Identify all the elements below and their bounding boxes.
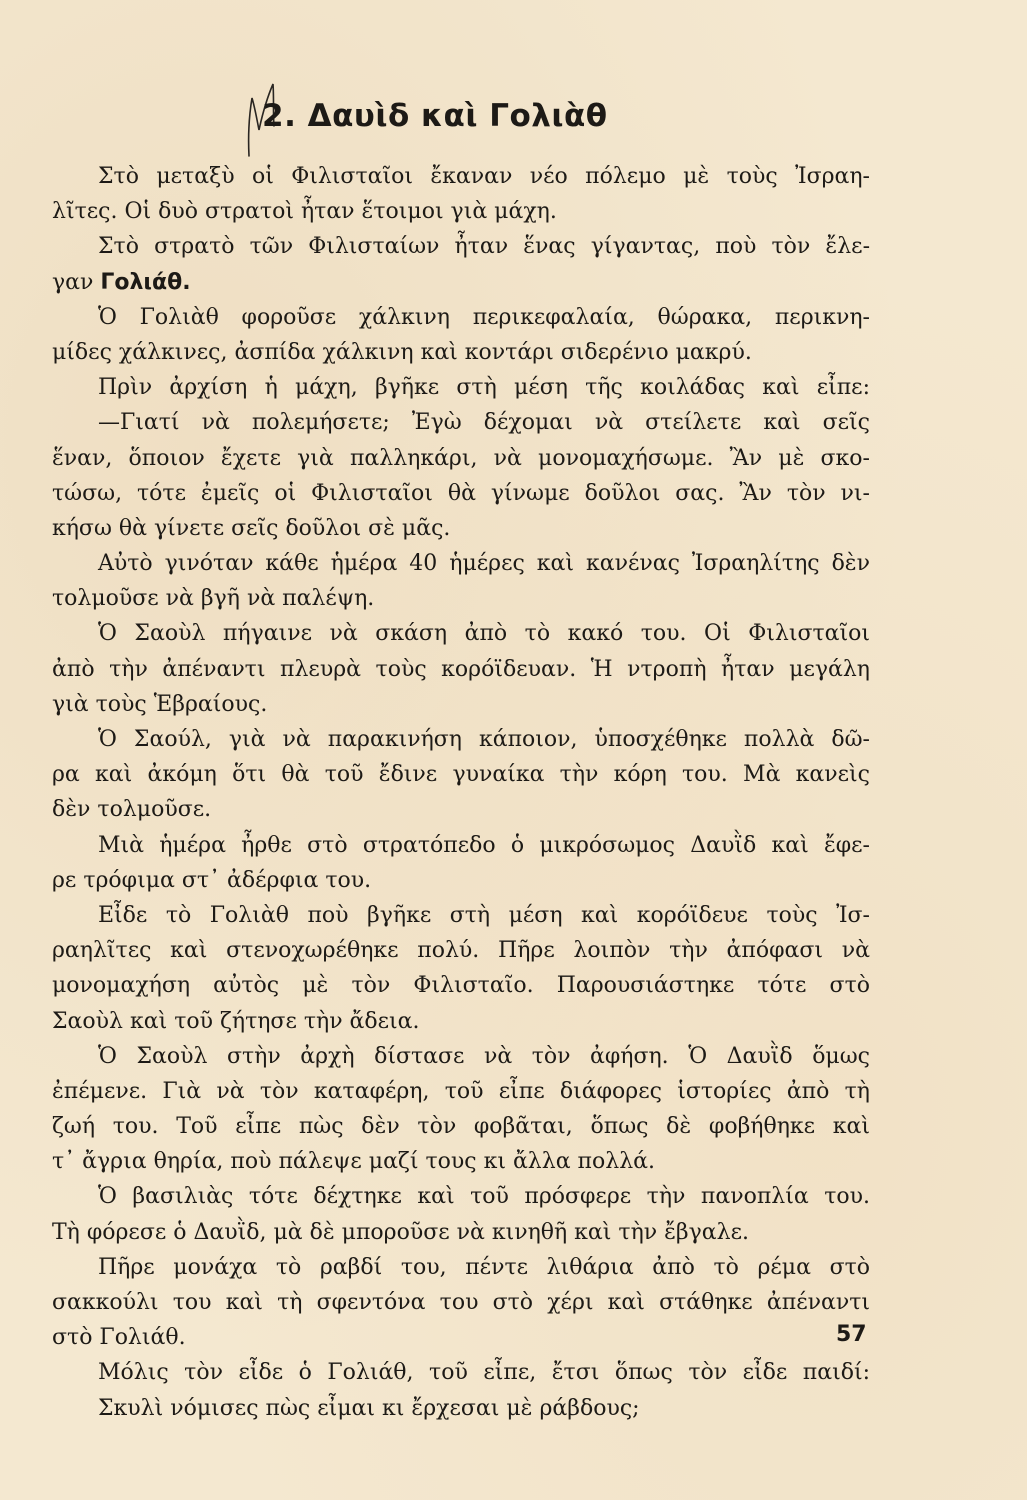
text-line-content: κήσω θὰ γίνετε σεῖς δοῦλοι σὲ μᾶς. (52, 515, 451, 541)
text-line-content: δὲν τολμοῦσε. (52, 797, 212, 823)
text-line (52, 1179, 870, 1214)
text-line-content: γαν (52, 269, 101, 295)
text-line-content: τ᾿ ἄγρια θηρία, ποὺ πάλεψε μαζί τους κι ἄλλα πολλά. (52, 1149, 655, 1175)
body-text (52, 159, 870, 1426)
text-line-content: Μιὰ ἡμέρα ἦρθε στὸ στρατόπεδο ὁ μικρόσωμος Δαυῒδ καὶ ἔφε- (98, 832, 870, 858)
text-line (52, 828, 870, 863)
text-line (52, 1391, 870, 1426)
text-line (52, 159, 870, 194)
text-line (52, 546, 870, 581)
text-line (52, 1250, 870, 1285)
text-line (52, 511, 870, 546)
text-line (52, 687, 870, 722)
text-line-content: Τὴ φόρεσε ὁ Δαυῒδ, μὰ δὲ μποροῦσε νὰ κινηθῆ καὶ τὴν ἔβγαλε. (52, 1219, 749, 1245)
text-line (52, 898, 870, 933)
text-line-content: μίδες χάλκινες, ἀσπίδα χάλκινη καὶ κοντάρι σιδερένιο μακρύ. (52, 339, 752, 365)
text-line-content: ἕναν, ὅποιον ἔχετε γιὰ παλληκάρι, νὰ μονομαχήσωμε. Ἂν μὲ σκο- (52, 445, 870, 471)
text-line (52, 757, 870, 792)
text-line-content: Στὸ μεταξὺ οἱ Φιλισταῖοι ἔκαναν νέο πόλεμο μὲ τοὺς Ἰσραη- (98, 164, 870, 189)
text-line (52, 1320, 870, 1355)
text-line (52, 863, 870, 898)
text-line-content: Στὸ στρατὸ τῶν Φιλισταίων ἦταν ἕνας γίγαντας, ποὺ τὸν ἔλε- (98, 234, 870, 260)
text-line (52, 792, 870, 827)
text-line-content: ρε τρόφιμα στ᾿ ἀδέρφια του. (52, 867, 372, 893)
text-line (52, 722, 870, 757)
text-line-content: ἀπὸ τὴν ἀπέναντι πλευρὰ τοὺς κορόϊδευαν. Ἡ ντροπὴ ἦταν μεγάλη (52, 656, 870, 682)
text-line-content: Σαοὺλ καὶ τοῦ ζήτησε τὴν ἄδεια. (52, 1008, 420, 1034)
text-line (52, 370, 870, 405)
text-line (52, 1039, 870, 1074)
text-line-content: Ὁ Σαούλ, γιὰ νὰ παρακινήση κάποιον, ὑποσχέθηκε πολλὰ δῶ- (98, 727, 870, 752)
text-line-content: ἐπέμενε. Γιὰ νὰ τὸν καταφέρη, τοῦ εἶπε διάφορες ἱστορίες ἀπὸ τὴ (52, 1078, 870, 1104)
text-line (52, 265, 870, 300)
text-line-content: ζωή του. Τοῦ εἶπε πὼς δὲν τὸν φοβᾶται, ὅπως δὲ φοβήθηκε καὶ (52, 1114, 870, 1140)
text-line (52, 405, 870, 440)
text-line-content: ραηλῖτες καὶ στενοχωρέθηκε πολύ. Πῆρε λοιπὸν τὴν ἀπόφασι νὰ (52, 938, 870, 964)
text-line (52, 1109, 870, 1144)
text-line (52, 1215, 870, 1250)
text-line (52, 933, 870, 968)
text-line (52, 616, 870, 651)
text-line (52, 968, 870, 1003)
text-line (52, 1074, 870, 1109)
text-line (52, 652, 870, 687)
text-line (52, 229, 870, 264)
text-line-content: μονομαχήση αὐτὸς μὲ τὸν Φιλισταῖο. Παρουσιάστηκε τότε στὸ (52, 973, 870, 999)
text-line (52, 300, 870, 335)
text-line-content: τώσω, τότε ἐμεῖς οἱ Φιλισταῖοι θὰ γίνωμε δοῦλοι σας. Ἂν τὸν νι- (52, 480, 870, 506)
text-line (52, 476, 870, 511)
text-line-content: λῖτες. Οἱ δυὸ στρατοὶ ἦταν ἕτοιμοι γιὰ μάχη. (52, 199, 557, 225)
text-line-content: στὸ Γολιάθ. (52, 1325, 186, 1351)
text-line-content: γιὰ τοὺς Ἑβραίους. (52, 691, 268, 717)
text-line-content: Ὁ Σαοὺλ πήγαινε νὰ σκάση ἀπὸ τὸ κακό του. Οἱ Φιλισταῖοι (98, 621, 870, 647)
text-line-content: Ὁ Σαοὺλ στὴν ἀρχὴ δίστασε νὰ τὸν ἀφήση. Ὁ Δαυῒδ ὅμως (98, 1043, 870, 1069)
text-line (52, 1355, 870, 1390)
text-line-content: Πρὶν ἀρχίση ἡ μάχη, βγῆκε στὴ μέση τῆς κοιλάδας καὶ εἶπε: (98, 375, 870, 401)
text-line-content: Αὐτὸ γινόταν κάθε ἡμέρα 40 ἡμέρες καὶ κανένας Ἰσραηλίτης δὲν (98, 551, 870, 577)
text-line-content: Μόλις τὸν εἶδε ὁ Γολιάθ, τοῦ εἶπε, ἔτσι ὅπως τὸν εἶδε παιδί: (98, 1360, 870, 1386)
text-line-content: σακκούλι του καὶ τὴ σφεντόνα του στὸ χέρι καὶ στάθηκε ἀπέναντι (52, 1290, 870, 1315)
bold-name: Γολιάθ. (100, 269, 191, 295)
text-line-content: ρα καὶ ἀκόμη ὅτι θὰ τοῦ ἔδινε γυναίκα τὴν κόρη του. Μὰ κανεὶς (52, 762, 870, 788)
text-line-content: —Γιατί νὰ πολεμήσετε; Ἐγὼ δέχομαι νὰ στείλετε καὶ σεῖς (98, 410, 870, 436)
text-line (52, 194, 870, 229)
text-line-content: Σκυλὶ νόμισες πὼς εἶμαι κι ἔρχεσαι μὲ ράβδους; (98, 1395, 640, 1421)
text-line-content: Εἶδε τὸ Γολιὰθ ποὺ βγῆκε στὴ μέση καὶ κορόϊδευε τοὺς Ἰσ- (98, 902, 870, 928)
page-number: 57 (836, 1322, 867, 1347)
text-line (52, 1285, 870, 1320)
text-line (52, 1004, 870, 1039)
text-line (52, 441, 870, 476)
chapter-title: 2. Δαυὶδ καὶ Γολιὰθ (262, 98, 608, 134)
text-line-content: Πῆρε μονάχα τὸ ραβδί του, πέντε λιθάρια ἀπὸ τὸ ρέμα στὸ (98, 1254, 870, 1280)
text-line-content: τολμοῦσε νὰ βγῆ νὰ παλέψη. (52, 586, 375, 612)
text-line-content: Ὁ Γολιὰθ φοροῦσε χάλκινη περικεφαλαία, θώρακα, περικνη- (98, 304, 870, 330)
text-line (52, 335, 870, 370)
text-line (52, 581, 870, 616)
text-line-content: Ὁ βασιλιὰς τότε δέχτηκε καὶ τοῦ πρόσφερε τὴν πανοπλία του. (98, 1184, 870, 1210)
text-line (52, 1144, 870, 1179)
